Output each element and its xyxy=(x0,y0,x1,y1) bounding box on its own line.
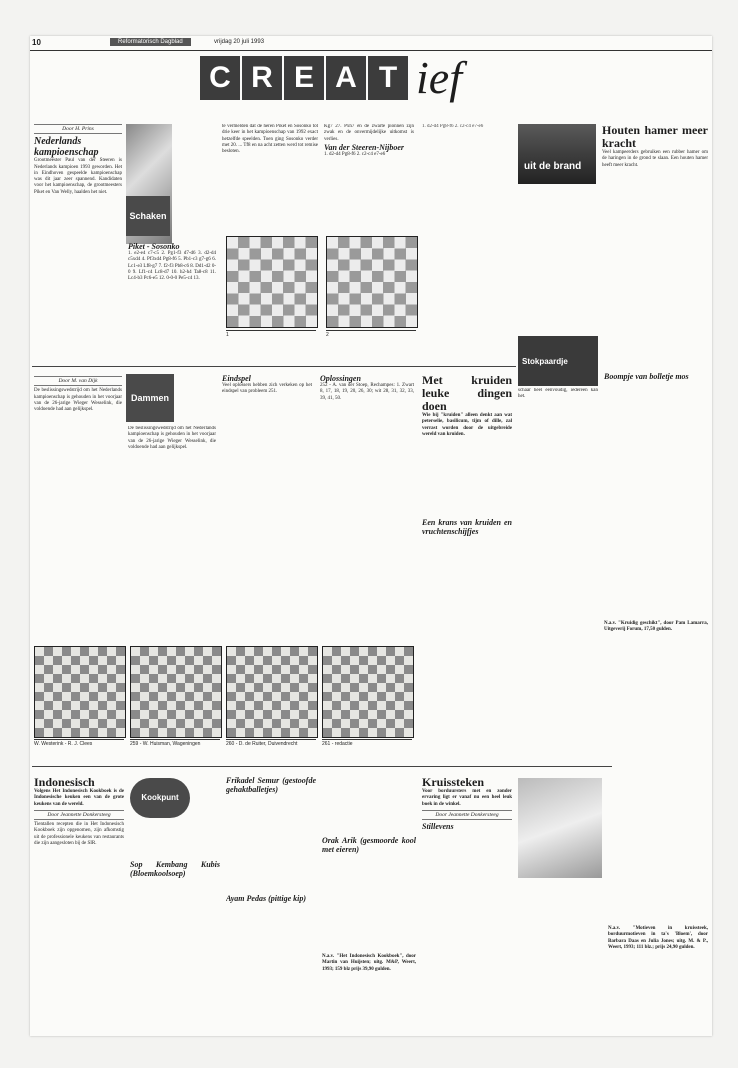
recipe-title: Frikadel Semur (gestoofde gehaktballetjes) xyxy=(226,776,316,794)
article-recipes-1 xyxy=(130,820,220,1026)
logo-letter: R xyxy=(242,56,282,100)
article-subtitle: Stillevens xyxy=(422,822,454,832)
article-body: 1. d2-d4 Pg8-f6 2. c2-c4 e7-e6 xyxy=(422,124,484,129)
article-lead: Wie bij "kruiden" alleen denkt aan wat peterselie, basilicum, tijm of dille, zal verrast worden door de uitgebreide wereld van kruiden. xyxy=(422,413,512,437)
diagram-caption: 2 xyxy=(326,330,416,338)
article-title: Piket - Sosonko xyxy=(128,242,180,251)
draughts-diagram-4 xyxy=(322,646,414,738)
article-body: Veel kampeerders gebruiken een rubber hamer om de haringen in de grond te slaan. Een houten hamer heeft meer kracht. xyxy=(602,150,708,168)
diagram-caption: 259 - W. Huisman, Wageningen xyxy=(130,739,220,747)
draughts-diagram-3 xyxy=(226,646,318,738)
article-schaken xyxy=(128,242,216,362)
article-title: Eindspel xyxy=(222,374,251,383)
book-cover-photo xyxy=(518,778,602,878)
section-divider xyxy=(32,366,516,367)
chess-diagram-1 xyxy=(226,236,318,328)
article-body: schaar heel eenvoudig, iedereen kan het. xyxy=(518,388,598,400)
article-kruissteken xyxy=(422,776,512,1026)
article-recipes-2 xyxy=(226,776,316,1026)
article-lead: Voor borduursters met en zonder ervaring ligt er vanaf nu een heel leuk boek in de winkel. xyxy=(422,789,512,807)
uit-de-brand-label: uit de brand xyxy=(524,161,582,172)
newspaper-page xyxy=(30,36,712,1036)
article-title: Houten hamer meer kracht xyxy=(602,124,708,150)
diagram-caption: W. Westerink - R. J. Clees xyxy=(34,739,124,747)
recipe-title: Orak Arik (gesmoorde kool met eieren) xyxy=(322,836,416,854)
creatief-logo xyxy=(200,52,530,112)
article-gezinsboek xyxy=(608,806,708,1026)
logo-letter: E xyxy=(284,56,324,100)
chess-diagram-2 xyxy=(326,236,418,328)
logo-letter: A xyxy=(326,56,366,100)
article-body: Grootmeester Paul van der Steeren is Nederlands kampioen 1993 geworden. Het in Eindhoven gespeelde kampioenschap was dit jaar zeer spannend. Kandidaten voor het kampioenschap, de grootmeesters Piket en Van Welly, haalden het niet. xyxy=(34,158,122,195)
chess-moves: 1. e2-e4 c7-c5 2. Pg1-f3 d7-d6 3. d2-d4 c5xd4 4. Pf3xd4 Pg8-f6 5. Pb1-c3 g7-g6 6. Lc1-e3 Lf8-g7 7. f2-f3 Pb8-c6 8. Dd1-d2 0-0 9. Lf1-c4 Lc8-d7 10. h2-h4 Ta8-c8 11. Lc4-b3 Pc6-e5 12. 0-0-0 Pe5-c4 13. xyxy=(128,251,216,282)
stokpaardje-label: Stokpaardje xyxy=(522,357,568,366)
publication-name: Reformatorisch Dagblad xyxy=(110,38,191,46)
page-number: 10 xyxy=(32,38,41,47)
diagram-caption: 260 - D. de Ruiter, Duivendrecht xyxy=(226,739,316,747)
article-body: De beslissingswedstrijd om het Nederlands kampioenschap is gehouden in het voorjaar van de 26-jarige Wieger Wesselink, die voldoende had aan gelijkspel. xyxy=(34,388,122,413)
article-orak-arik xyxy=(322,776,416,1026)
article-title: Kruissteken xyxy=(422,776,485,789)
article-kruiden xyxy=(422,374,512,774)
article-indonesisch xyxy=(34,776,124,1026)
recipe-title: Sop Kembang Kubis (Bloemkoolsoep) xyxy=(130,860,220,878)
article-title: Nederlands kampioenschap xyxy=(34,136,99,159)
article-chess-solutions xyxy=(422,124,512,354)
article-chess-middle xyxy=(222,124,318,234)
article-houten-hamer xyxy=(602,124,708,364)
logo-letter: C xyxy=(200,56,240,100)
article-body: Tientallen recepten die in Het Indonesisch Kookboek zijn opgenomen, zijn afkomstig uit de professionele keukens van restaurants die zijn aangesloten bij de SIR. xyxy=(34,822,124,847)
byline: Door H. Prins xyxy=(34,124,122,134)
chess-moves: 1. d2-d4 Pg8-f6 2. c2-c4 e7-e6 xyxy=(324,151,386,157)
article-dammen-2 xyxy=(128,426,216,644)
article-eindspel xyxy=(222,374,312,594)
article-boompje xyxy=(604,372,708,802)
article-subtitle: Een krans van kruiden en vruchtenschijfjes xyxy=(422,518,512,537)
section-divider xyxy=(32,766,612,767)
book-promo: N.a.v. "Kruidig geschikt", door Pam Lamarra, Uitgeverij Forum, 17,50 gulden. xyxy=(604,621,708,633)
book-promo: N.a.v. "Motieven in kruissteek, borduurmotieven in ta's 'Bloem', door Barbara Daas en Julia Jones; uitg. M. & P., Weert, 1993; 111 blz.; prijs 24,90 gulden. xyxy=(608,926,708,950)
kookpunt-label: Kookpunt xyxy=(130,778,190,818)
draughts-diagram-1 xyxy=(34,646,126,738)
article-chess-right xyxy=(324,124,414,234)
article-title: Indonesisch xyxy=(34,776,95,789)
article-title: Van der Steeren-Nijboer xyxy=(324,142,404,152)
diagram-caption: 261 - redactie xyxy=(322,739,412,747)
article-body: Kg7 27. Pxh7 en de zwarte pionnen zijn zwak en de onvermijdelijke uitkomst is verlies. xyxy=(324,124,414,142)
recipe-title: Ayam Pedas (pittige kip) xyxy=(226,894,307,903)
schaken-label: Schaken xyxy=(126,196,170,236)
diagram-caption: 1 xyxy=(226,330,316,338)
article-oplossingen xyxy=(320,374,414,594)
logo-tail: ief xyxy=(416,52,462,103)
article-body: De beslissingswedstrijd om het Nederlands kampioenschap is gehouden in het voorjaar van de 26-jarige Wieger Wesselink, die voldoende had aan gelijkspel. xyxy=(128,426,216,450)
article-subtitle: Boompje van bolletje mos xyxy=(604,372,689,381)
article-title: Oplossingen xyxy=(320,374,361,383)
article-stokpaardje xyxy=(518,388,598,768)
article-body: 252 - A. van der Stoep, Rechampes: 1. Zwart 8, 17, 18, 19, 20, 26, 30; wit 28, 31, 32, 33, 39, 41, 50. xyxy=(320,383,414,401)
article-dammen xyxy=(34,374,122,644)
draughts-diagram-2 xyxy=(130,646,222,738)
logo-letter: T xyxy=(368,56,408,100)
article-body: te vermelden dat de heren Piket en Sosonko tot drie keer in het kampioenschap van 1992 exact hetzelfde speelden. Toen ging Sosonko verder met 20. ... Tf8 en na acht zetten werd tot remise besloten. xyxy=(222,124,318,155)
dammen-label: Dammen xyxy=(126,374,174,422)
book-promo: N.a.v. "Het Indonesisch Kookboek", door Martin van Huijsten; uitg. M&P, Weert, 1993; 159 blz prijs 39,90 gulden. xyxy=(322,954,416,972)
article-body: Veel oplossers hebben zich verkeken op het eindspel van probleem 251. xyxy=(222,383,312,395)
article-lead: Volgens Het Indonesisch Kookboek is de Indonesische keuken een van de grote keukens van de wereld. xyxy=(34,789,124,807)
byline: Door Jeannette Donkersteeg xyxy=(34,810,124,820)
article-kampioenschap xyxy=(34,122,122,362)
byline: Door M. van Dijk xyxy=(34,376,122,386)
article-title: Met kruiden leuke dingen doen xyxy=(422,374,512,413)
page-header xyxy=(30,36,712,51)
byline: Door Jeannette Donkersteeg xyxy=(422,810,512,820)
issue-date: vrijdag 20 juli 1993 xyxy=(214,39,265,45)
